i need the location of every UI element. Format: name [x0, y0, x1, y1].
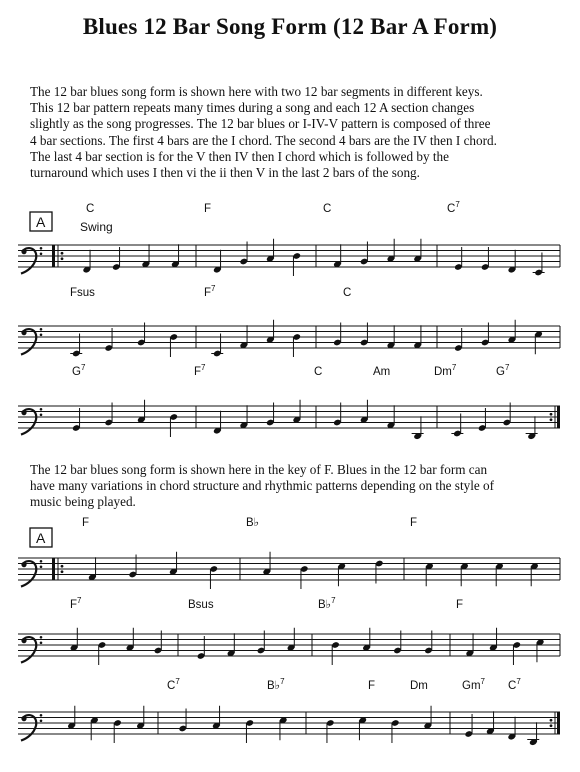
repeat-end-thick — [557, 406, 560, 428]
chord-symbol: F — [204, 203, 212, 215]
chord-symbol: F — [368, 680, 376, 692]
repeat-start-thick — [52, 558, 55, 580]
intro-line: slightly as the song progresses. The 12 bar blues or I-IV-V pattern is composed of three — [30, 116, 491, 132]
note — [331, 641, 340, 665]
note — [98, 641, 107, 665]
chord-symbol: Gm$^7$ — [462, 677, 485, 692]
section-a-box-2 — [30, 528, 52, 547]
chord-symbol: Dm$^7$ — [434, 363, 457, 378]
staff-systems — [18, 200, 560, 746]
page-title: Blues 12 Bar Song Form (12 Bar A Form) — [82, 14, 498, 39]
chord-symbol: F — [410, 517, 418, 529]
repeat-dot — [61, 570, 64, 573]
note — [292, 252, 301, 276]
chord-symbol: C — [343, 287, 352, 299]
note — [169, 413, 178, 437]
chord-symbol: $G^7$ — [496, 363, 510, 378]
chord-symbol: C — [86, 203, 95, 215]
repeat-dot — [61, 257, 64, 260]
repeat-dot — [550, 719, 553, 722]
staff-system — [18, 363, 560, 440]
section-label-2: A — [36, 530, 46, 546]
chord-symbol: $C^7$ — [508, 677, 521, 692]
chord-symbol: F — [456, 599, 464, 611]
tempo-marking: Swing — [80, 220, 113, 234]
chord-symbol: Dm — [410, 680, 428, 692]
intro-line: The last 4 bar section is for the V then IV then I chord which is followed by the — [30, 148, 449, 164]
chord-symbol: B♭$^7$ — [267, 677, 285, 692]
section-label-1: A — [36, 214, 46, 230]
note — [292, 333, 301, 357]
chord-symbol: B♭ — [246, 517, 260, 529]
repeat-start-thick — [52, 245, 55, 267]
chord-symbol: Am — [373, 366, 391, 378]
chord-symbol: $F^7$ — [194, 363, 206, 378]
note — [391, 719, 400, 743]
note — [300, 565, 309, 589]
repeat-dot — [550, 418, 553, 421]
intro-line: The 12 bar blues song form is shown here with two 12 bar segments in different keys. — [30, 84, 483, 99]
intro-line: 4 bar sections. The first 4 bars are the I chord. The second 4 bars are the IV then I chord. — [30, 132, 497, 148]
repeat-dot — [550, 413, 553, 416]
note — [209, 565, 218, 589]
chord-symbol: F — [82, 517, 90, 529]
note — [113, 719, 122, 743]
chord-symbol: B♭$^7$ — [318, 596, 336, 611]
note — [326, 719, 335, 743]
key-of-f-line: The 12 bar blues song form is shown here in the key of F. Blues in the 12 bar form can — [30, 462, 488, 477]
staff-system — [18, 677, 560, 746]
repeat-dot — [550, 724, 553, 727]
key-of-f-line: music being played. — [30, 494, 136, 510]
chord-symbol: C — [314, 366, 323, 378]
note — [245, 719, 254, 743]
staff-system — [18, 284, 560, 357]
chord-symbol: $F^7$ — [204, 284, 216, 299]
chord-symbol: Bsus — [188, 599, 214, 611]
repeat-dot — [61, 252, 64, 255]
repeat-dot — [61, 565, 64, 568]
note — [169, 333, 178, 357]
intro-line: This 12 bar pattern repeats many times during a song and each 12 A section changes — [30, 100, 475, 116]
intro-line: turnaround which uses I then vi the ii then V in the last 2 bars of the song. — [30, 165, 420, 181]
chord-symbol: Fsus — [70, 287, 95, 299]
staff-system — [18, 596, 560, 665]
note — [512, 641, 521, 665]
staff-system — [18, 200, 560, 276]
chord-symbol: $C^7$ — [167, 677, 180, 692]
staff-system — [18, 517, 560, 589]
chord-symbol: $G^7$ — [72, 363, 86, 378]
chord-symbol: $F^7$ — [70, 596, 82, 611]
section-a-box-1 — [30, 212, 52, 231]
chord-symbol: C — [323, 203, 332, 215]
repeat-end-thick — [557, 712, 560, 734]
chord-symbol: $C^7$ — [447, 200, 460, 215]
key-of-f-line: have many variations in chord structure and rhythmic patterns depending on the style of — [30, 478, 494, 494]
